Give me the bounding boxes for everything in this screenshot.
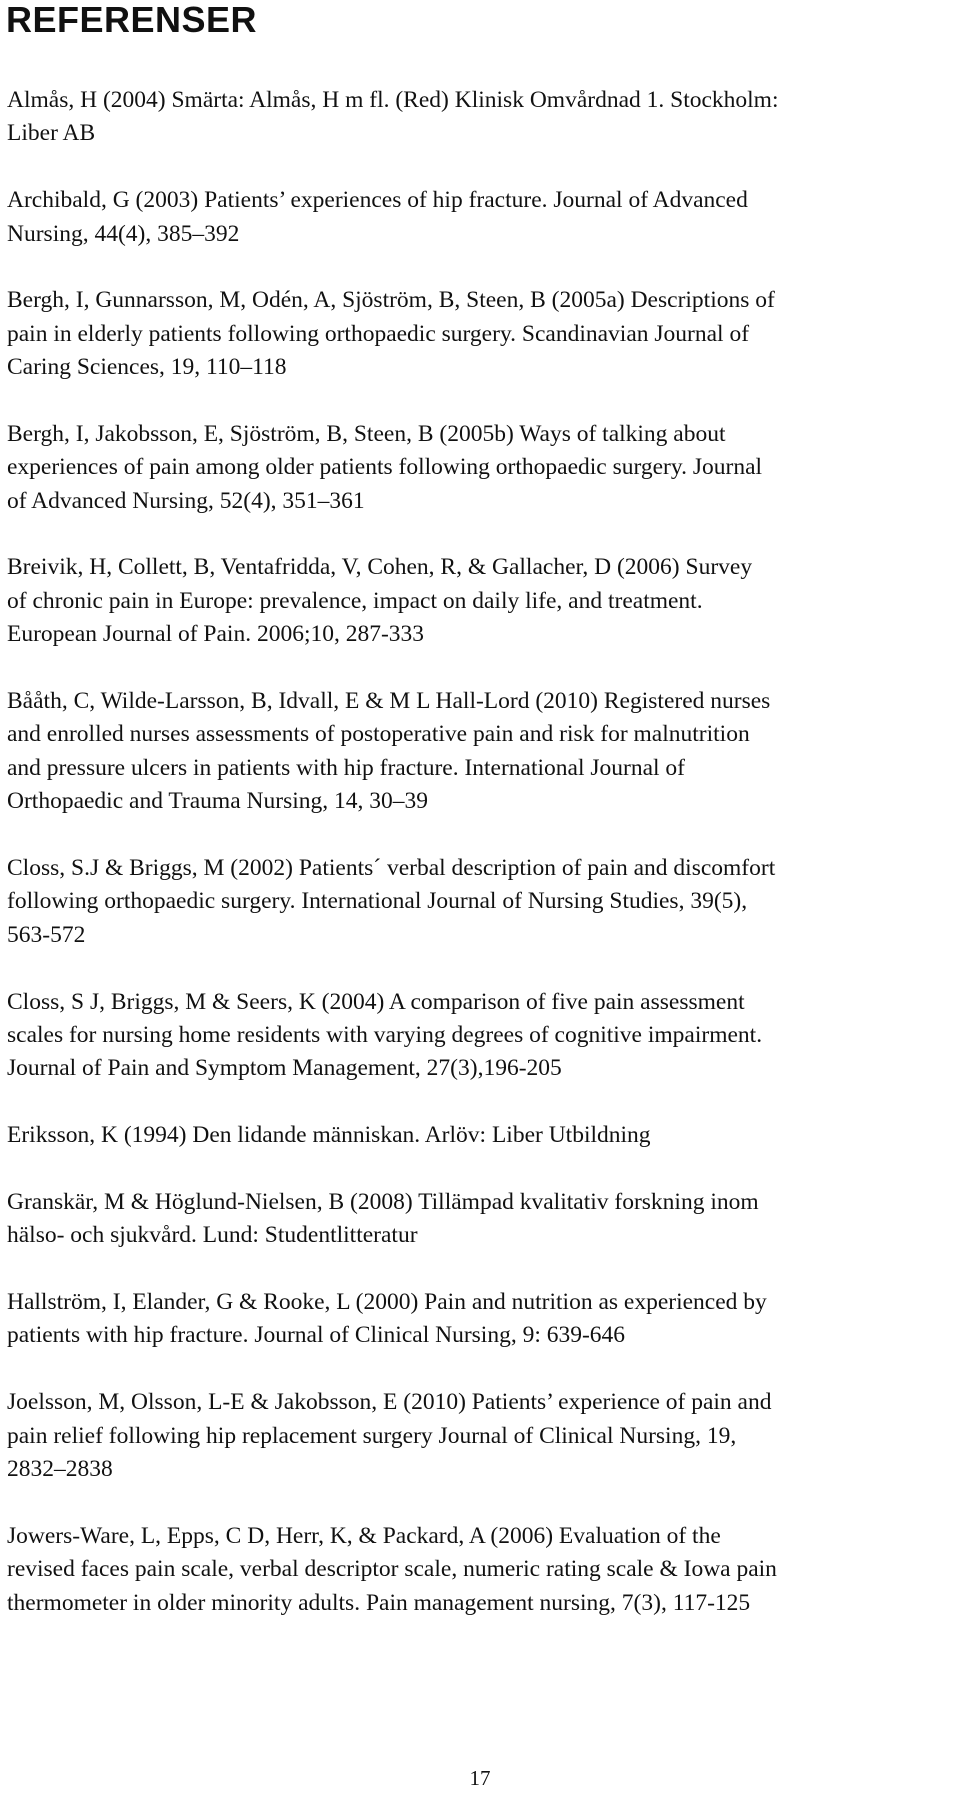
reference-item [7,418,957,518]
page-heading: REFERENSER [6,0,258,40]
reference-item [7,1386,957,1486]
reference-line: 563-572 [7,921,86,948]
reference-line: thermometer in older minority adults. Pain management nursing, 7(3), 117-125 [7,1589,751,1616]
reference-line: Closs, S J, Briggs, M & Seers, K (2004) A comparison of five pain assessment [7,988,745,1015]
reference-line: Eriksson, K (1994) Den lidande människan. Arlöv: Liber Utbildning [7,1122,651,1149]
reference-line: Liber AB [7,120,96,147]
reference-item [7,852,957,952]
reference-line: Archibald, G (2003) Patients’ experiences of hip fracture. Journal of Advanced [7,187,748,214]
reference-line: Almås, H (2004) Smärta: Almås, H m fl. (Red) Klinisk Omvårdnad 1. Stockholm: [7,87,779,113]
reference-item [7,1119,957,1152]
reference-line: scales for nursing home residents with varying degrees of cognitive impairment. [7,1021,763,1048]
reference-line: of Advanced Nursing, 52(4), 351–361 [7,487,365,514]
reference-line: Orthopaedic and Trauma Nursing, 14, 30–39 [7,788,428,815]
reference-item [7,986,957,1086]
reference-item [7,284,957,384]
reference-line: Closs, S.J & Briggs, M (2002) Patients´ verbal description of pain and discomfort [7,854,776,881]
reference-item [7,1520,957,1620]
reference-line: following orthopaedic surgery. International Journal of Nursing Studies, 39(5), [7,888,748,915]
reference-line: 2832–2838 [7,1456,113,1483]
reference-line: Granskär, M & Höglund-Nielsen, B (2008) Tillämpad kvalitativ forskning inom [7,1188,759,1215]
reference-line: Nursing, 44(4), 385–392 [7,220,240,247]
reference-line: patients with hip fracture. Journal of Clinical Nursing, 9: 639-646 [7,1322,626,1349]
reference-line: Bååth, C, Wilde-Larsson, B, Idvall, E & M L Hall-Lord (2010) Registered nurses [7,688,771,715]
reference-line: Caring Sciences, 19, 110–118 [7,354,287,381]
reference-item [7,1186,957,1253]
reference-line: Journal of Pain and Symptom Management, 27(3),196-205 [7,1055,562,1082]
reference-item [7,685,957,819]
reference-line: Breivik, H, Collett, B, Ventafridda, V, Cohen, R, & Gallacher, D (2006) Survey [7,554,753,581]
reference-item [7,84,957,151]
reference-item [7,1286,957,1353]
reference-item [7,551,957,651]
reference-line: Hallström, I, Elander, G & Rooke, L (2000) Pain and nutrition as experienced by [7,1289,767,1316]
reference-item [7,184,957,251]
reference-line: Joelsson, M, Olsson, L-E & Jakobsson, E (2010) Patients’ experience of pain and [7,1389,772,1416]
reference-line: hälso- och sjukvård. Lund: Studentlitteratur [7,1222,418,1249]
reference-line: revised faces pain scale, verbal descriptor scale, numeric rating scale & Iowa pain [7,1556,777,1583]
reference-line: Bergh, I, Jakobsson, E, Sjöström, B, Steen, B (2005b) Ways of talking about [7,420,726,447]
reference-line: and pressure ulcers in patients with hip fracture. International Journal of [7,754,686,781]
reference-line: European Journal of Pain. 2006;10, 287-333 [7,621,425,648]
reference-line: pain in elderly patients following orthopaedic surgery. Scandinavian Journal of [7,320,750,347]
reference-line: experiences of pain among older patients following orthopaedic surgery. Journal [7,454,763,481]
reference-line: pain relief following hip replacement surgery Journal of Clinical Nursing, 19, [7,1422,737,1449]
page-number: 17 [469,1766,491,1790]
reference-line: of chronic pain in Europe: prevalence, impact on daily life, and treatment. [7,587,703,614]
reference-line: and enrolled nurses assessments of postoperative pain and risk for malnutrition [7,721,750,748]
reference-line: Jowers-Ware, L, Epps, C D, Herr, K, & Packard, A (2006) Evaluation of the [7,1522,721,1549]
reference-line: Bergh, I, Gunnarsson, M, Odén, A, Sjöström, B, Steen, B (2005a) Descriptions of [7,287,775,314]
reference-list [7,84,957,1653]
